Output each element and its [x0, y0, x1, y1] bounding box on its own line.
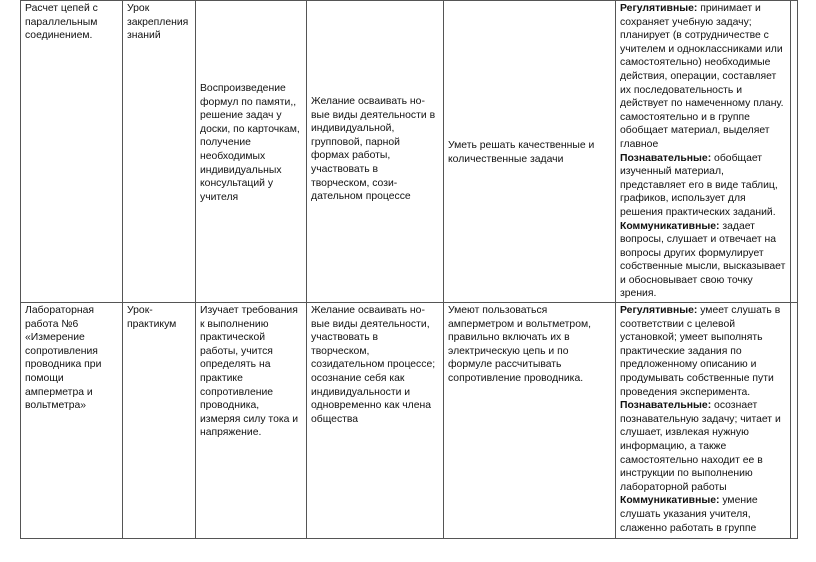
regulatory-label: Регулятивные:: [620, 3, 698, 14]
regulatory-block: [620, 304, 786, 399]
table-row: [21, 1, 798, 303]
communicative-label: Коммуникативные:: [620, 495, 720, 507]
communicative-text: задает вопросы, слушает и отвечает на вопросы других формулирует собственные мысли, высказывает и обосновывает свою точку зрения.: [620, 220, 786, 300]
communicative-block: [620, 494, 786, 535]
activities-text: Изучает требования к выполнению практической работы, учится определять на практике сопротивление проводника, измеряя силу тока и напряжение.: [200, 305, 299, 439]
personal-results-cell: [307, 1, 444, 303]
activities-cell: [196, 1, 307, 303]
uud-cell: [616, 1, 791, 303]
cognitive-label: Познавательные:: [620, 400, 712, 412]
personal-results-text: Желание осваивать но-вые виды деятельности, участвовать в творческом, созидательном процессе; осознание себя как индивидуальности и одновременно как члена общества: [311, 305, 436, 425]
topic-cell: [21, 303, 123, 539]
subject-results-text: Умеют пользоваться амперметром и вольтметром, правильно включать их в электрическую цепь и по формуле рассчитывать сопротивление проводника.: [448, 305, 592, 385]
communicative-block: [620, 220, 786, 302]
cognitive-text: осознает познавательную задачу; читает и слушает, извлекая нужную информацию, а также самостоятельно находит ее в инструкции по выполнению лабораторной работы: [620, 400, 781, 493]
topic-text: Лабораторная работа №6 «Измерение сопротивления проводника при помощи амперметра и вольтметра»: [25, 305, 102, 412]
cognitive-label: Познавательные:: [620, 152, 712, 164]
communicative-text: умение слушать указания учителя, слаженно работать в группе: [620, 495, 758, 534]
regulatory-block: [620, 2, 786, 152]
cognitive-block: [620, 399, 786, 494]
communicative-label: Коммуникативные:: [620, 220, 720, 232]
empty-cell: [791, 303, 798, 539]
subject-results-cell: [444, 1, 616, 303]
activities-cell: [196, 303, 307, 539]
subject-results-cell: [444, 303, 616, 539]
cognitive-text: обобщает изученный материал, представляет его в виде таблиц, графиков, использует для решения практических заданий.: [620, 152, 778, 218]
topic-cell: [21, 1, 123, 303]
lesson-plan-table: [20, 0, 798, 539]
personal-results-cell: [307, 303, 444, 539]
topic-text: Расчет цепей с параллельным соединением.: [25, 3, 98, 42]
uud-cell: [616, 303, 791, 539]
table-row: [21, 303, 798, 539]
lesson-type-text: Урок закрепления знаний: [127, 3, 189, 42]
lesson-type-cell: [123, 303, 196, 539]
regulatory-text: принимает и сохраняет учебную задачу; планирует (в сотрудничестве с учителем и одноклассниками или самостоятельно) необходимые действия, операции, составляет их последовательность и действует по намеченному плану. самостоятельно и в группе обобщает материал, выделяет главное: [620, 3, 784, 150]
empty-cell: [791, 1, 798, 303]
cognitive-block: [620, 152, 786, 220]
lesson-type-cell: [123, 1, 196, 303]
personal-results-text: Желание осваивать но-вые виды деятельности в индивидуальной, групповой, парной формах работы, участвовать в творческом, сози-дательном процессе: [311, 96, 436, 203]
regulatory-text: умеет слушать в соответствии с целевой установкой; умеет выполнять практические задания по предложенному описанию и продумывать собственные пути проведения эксперимента.: [620, 305, 781, 398]
subject-results-text: Уметь решать качественные и количественные задачи: [448, 140, 595, 165]
regulatory-label: Регулятивные:: [620, 305, 698, 317]
activities-text: Воспроизведение формул по памяти,, решение задач у доски, по карточкам, получение необходимых индивидуальных консультаций у учителя: [200, 83, 300, 203]
lesson-type-text: Урок-практикум: [127, 305, 177, 330]
